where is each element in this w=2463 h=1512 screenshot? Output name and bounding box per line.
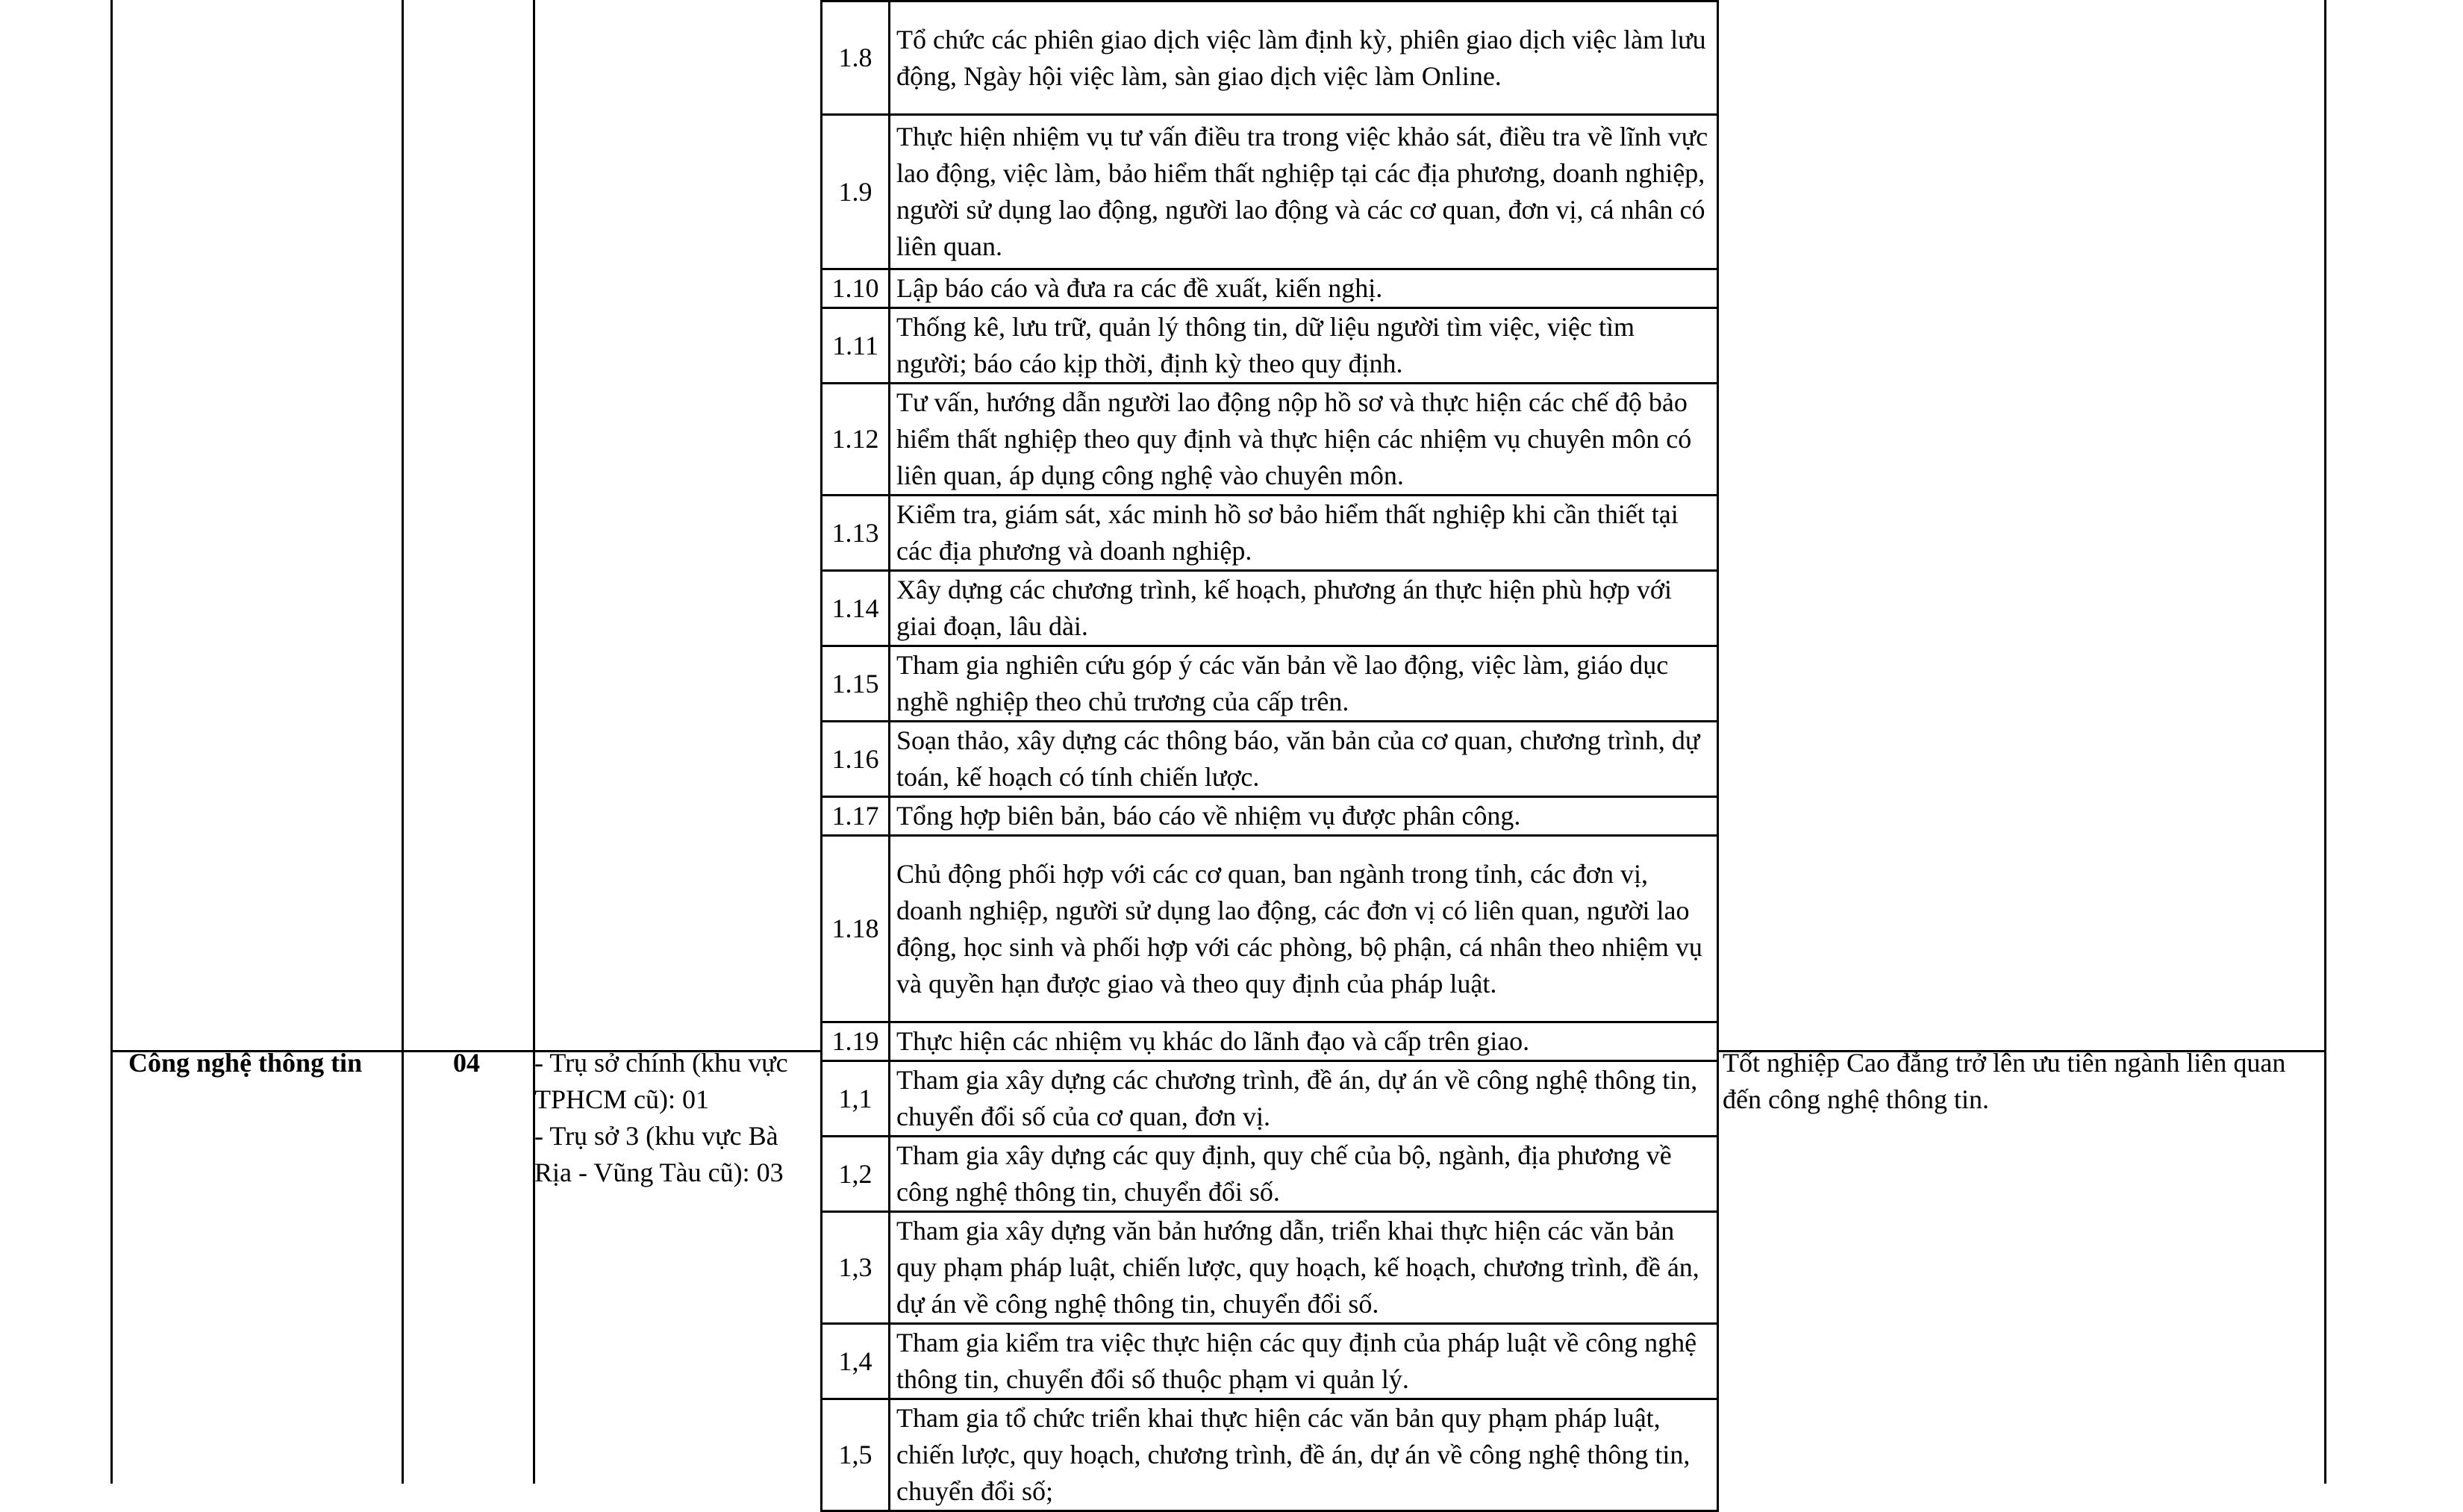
- task-description: Soạn thảo, xây dựng các thông báo, văn bản của cơ quan, chương trình, dự toán, kế hoạch có tính chiến lược.: [890, 722, 1718, 797]
- position-locations: [534, 1045, 817, 1191]
- task-row: [822, 308, 1718, 384]
- task-row: [822, 1324, 1718, 1399]
- task-description: Chủ động phối hợp với các cơ quan, ban ngành trong tỉnh, các đơn vị, doanh nghiệp, người sử dụng lao động, các đơn vị có liên quan, người lao động, học sinh và phối hợp với các phòng, bộ phận, cá nhân theo nhiệm vụ và quyền hạn được giao và theo quy định của pháp luật.: [890, 836, 1718, 1022]
- position-requirement: Tốt nghiệp Cao đẳng trở lên ưu tiên ngành liên quan đến công nghệ thông tin.: [1723, 1048, 2286, 1114]
- task-description: Tham gia tổ chức triển khai thực hiện các văn bản quy phạm pháp luật, chiến lược, quy hoạch, chương trình, đề án, dự án về công nghệ thông tin, chuyển đổi số;: [890, 1399, 1718, 1511]
- task-row: [822, 384, 1718, 496]
- outer-border-left: [110, 0, 113, 1484]
- task-number: 1,5: [822, 1399, 890, 1511]
- task-description: Tham gia nghiên cứu góp ý các văn bản về lao động, việc làm, giáo dục nghề nghiệp theo chủ trương của cấp trên.: [890, 646, 1718, 722]
- task-number: 1.9: [822, 115, 890, 269]
- task-description: Lập báo cáo và đưa ra các đề xuất, kiến nghị.: [890, 269, 1718, 308]
- task-row: [822, 722, 1718, 797]
- task-number: 1.12: [822, 384, 890, 496]
- task-description: Tham gia kiểm tra việc thực hiện các quy định của pháp luật về công nghệ thông tin, chuyển đổi số thuộc phạm vi quản lý.: [890, 1324, 1718, 1399]
- task-row: [822, 836, 1718, 1022]
- task-row: [822, 1022, 1718, 1061]
- task-number: 1,3: [822, 1212, 890, 1324]
- task-number: 1.10: [822, 269, 890, 308]
- task-number: 1.19: [822, 1022, 890, 1061]
- task-row: [822, 1399, 1718, 1511]
- task-description: Tham gia xây dựng văn bản hướng dẫn, triển khai thực hiện các văn bản quy phạm pháp luật, chiến lược, quy hoạch, kế hoạch, chương trình, đề án, dự án về công nghệ thông tin, chuyển đổi số.: [890, 1212, 1718, 1324]
- task-description: Thực hiện các nhiệm vụ khác do lãnh đạo và cấp trên giao.: [890, 1022, 1718, 1061]
- task-row: [822, 269, 1718, 308]
- task-description: Tham gia xây dựng các chương trình, đề án, dự án về công nghệ thông tin, chuyển đổi số của cơ quan, đơn vị.: [890, 1061, 1718, 1137]
- task-row: [822, 797, 1718, 836]
- task-row: [822, 571, 1718, 646]
- task-description: Kiểm tra, giám sát, xác minh hồ sơ bảo hiểm thất nghiệp khi cần thiết tại các địa phương và doanh nghiệp.: [890, 496, 1718, 571]
- position-name: Công nghệ thông tin: [128, 1048, 363, 1078]
- task-description: Tư vấn, hướng dẫn người lao động nộp hồ sơ và thực hiện các chế độ bảo hiểm thất nghiệp theo quy định và thực hiện các nhiệm vụ chuyên môn có liên quan, áp dụng công nghệ vào chuyên môn.: [890, 384, 1718, 496]
- task-description: Tổ chức các phiên giao dịch việc làm định kỳ, phiên giao dịch việc làm lưu động, Ngày hội việc làm, sàn giao dịch việc làm Online.: [890, 1, 1718, 115]
- task-number: 1.8: [822, 1, 890, 115]
- location-line: - Trụ sở chính (khu vực TPHCM cũ): 01: [534, 1048, 788, 1114]
- task-row: [822, 115, 1718, 269]
- task-row: [822, 1137, 1718, 1212]
- task-number: 1,2: [822, 1137, 890, 1212]
- column-divider-quantity: [533, 0, 535, 1484]
- task-description: Thống kê, lưu trữ, quản lý thông tin, dữ liệu người tìm việc, việc tìm người; báo cáo kịp thời, định kỳ theo quy định.: [890, 308, 1718, 384]
- task-table: [820, 0, 1719, 1512]
- task-row: [822, 1, 1718, 115]
- task-number: 1.11: [822, 308, 890, 384]
- task-number: 1.16: [822, 722, 890, 797]
- column-divider-name: [402, 0, 404, 1484]
- task-number: 1,1: [822, 1061, 890, 1137]
- task-description: Xây dựng các chương trình, kế hoạch, phương án thực hiện phù hợp với giai đoạn, lâu dài.: [890, 571, 1718, 646]
- task-number: 1.17: [822, 797, 890, 836]
- task-description: Tổng hợp biên bản, báo cáo về nhiệm vụ được phân công.: [890, 797, 1718, 836]
- task-description: Tham gia xây dựng các quy định, quy chế của bộ, ngành, địa phương về công nghệ thông tin, chuyển đổi số.: [890, 1137, 1718, 1212]
- location-line: - Trụ sở 3 (khu vực Bà Rịa - Vũng Tàu cũ): 03: [534, 1121, 784, 1187]
- task-row: [822, 1212, 1718, 1324]
- task-number: 1.14: [822, 571, 890, 646]
- task-number: 1.18: [822, 836, 890, 1022]
- task-description: Thực hiện nhiệm vụ tư vấn điều tra trong việc khảo sát, điều tra về lĩnh vực lao động, việc làm, bảo hiểm thất nghiệp tại các địa phương, doanh nghiệp, người sử dụng lao động, người lao động và các cơ quan, đơn vị, cá nhân có liên quan.: [890, 115, 1718, 269]
- task-number: 1,4: [822, 1324, 890, 1399]
- task-row: [822, 1061, 1718, 1137]
- task-number: 1.15: [822, 646, 890, 722]
- task-row: [822, 496, 1718, 571]
- outer-border-right: [2324, 0, 2326, 1484]
- task-row: [822, 646, 1718, 722]
- position-quantity: 04: [453, 1048, 480, 1078]
- task-number: 1.13: [822, 496, 890, 571]
